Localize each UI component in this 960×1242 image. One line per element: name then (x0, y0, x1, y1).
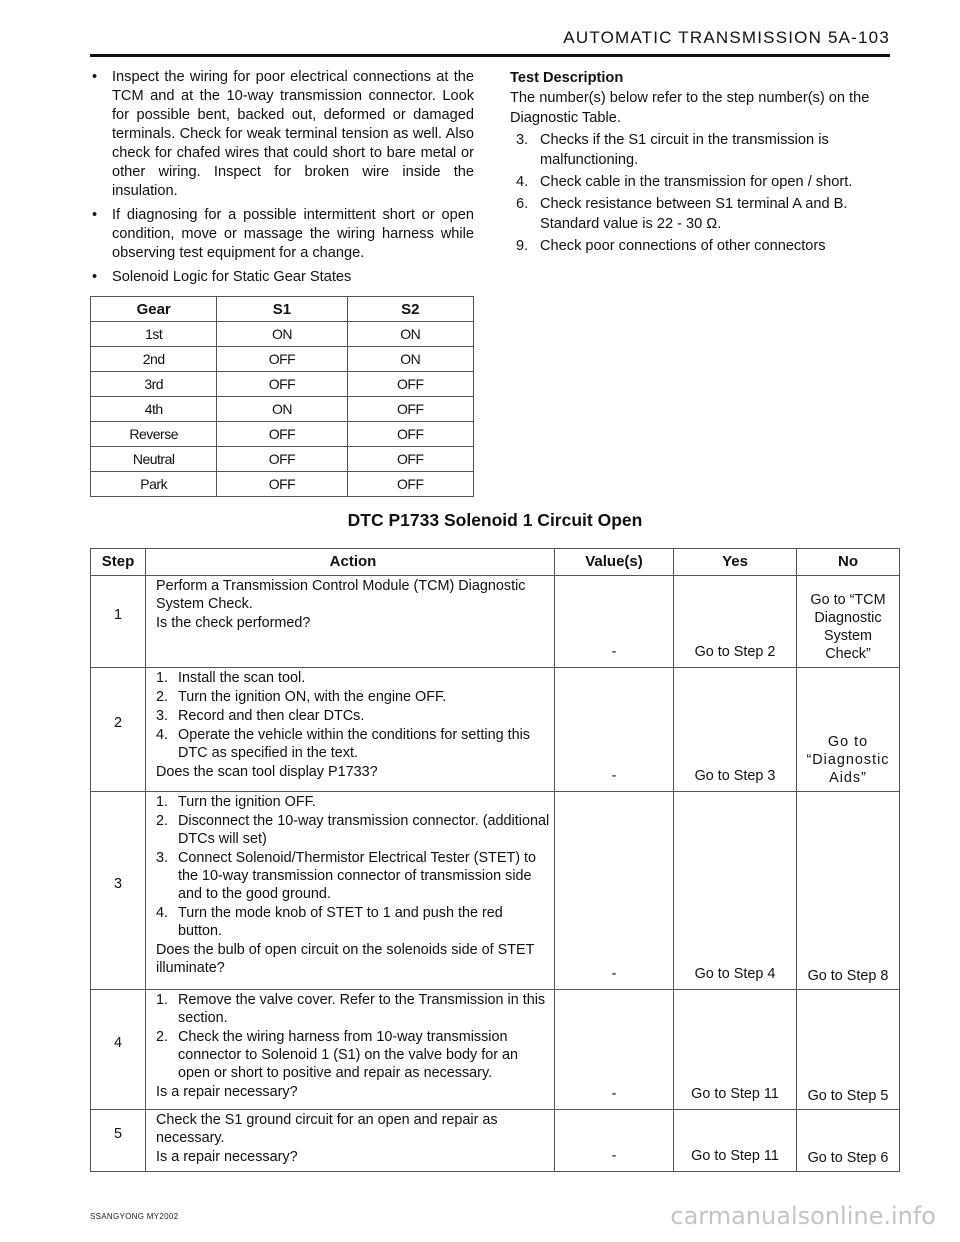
action-line (156, 763, 550, 781)
table-row (91, 397, 474, 422)
action-text: Connect Solenoid/Thermistor Electrical Tester (STET) to the 10-way transmission connector of transmission side and to the good ground. (178, 850, 537, 902)
test-step (510, 130, 892, 170)
action-text: Does the bulb of open circuit on the solenoids side of STET illuminate? (156, 942, 535, 976)
table-cell: 4th (91, 397, 217, 422)
value-cell: - (555, 990, 674, 1110)
yes-cell: Go to Step 4 (674, 792, 797, 990)
yes-cell: Go to Step 11 (674, 1110, 797, 1172)
column-header-no: No (797, 549, 900, 576)
action-number: 3. (156, 850, 169, 866)
table-cell: ON (347, 322, 473, 347)
test-step-number: 6. (516, 196, 529, 212)
action-text: Turn the ignition ON, with the engine OFF. (178, 689, 447, 705)
test-step (510, 194, 892, 234)
table-row (91, 1110, 900, 1172)
table-header-row (91, 549, 900, 576)
action-cell (146, 1110, 555, 1172)
action-line (156, 577, 550, 613)
action-number: 3. (156, 708, 169, 724)
action-line (156, 1083, 550, 1101)
action-text: Does the scan tool display P1733? (156, 764, 378, 780)
table-cell: Neutral (91, 447, 217, 472)
test-description-title: Test Description (510, 70, 624, 86)
watermark: carmanualsonline.info (670, 1202, 936, 1230)
action-line (156, 991, 550, 1027)
action-line (156, 941, 550, 977)
action-number: 4. (156, 727, 169, 743)
test-step (510, 236, 892, 256)
table-row (91, 990, 900, 1110)
table-cell: OFF (217, 347, 347, 372)
gear-table-body (91, 322, 474, 497)
action-number: 1. (156, 794, 169, 810)
action-text: Check the S1 ground circuit for an open and repair as necessary. (156, 1112, 498, 1146)
test-description-intro: The number(s) below refer to the step number(s) on the Diagnostic Table. (510, 90, 870, 126)
column-header: S1 (217, 297, 347, 322)
step-number: 4 (91, 990, 146, 1110)
page-header (90, 28, 890, 57)
action-number: 1. (156, 992, 169, 1008)
action-line (156, 812, 550, 848)
no-cell: Go to Step 5 (797, 990, 900, 1110)
action-line (156, 849, 550, 903)
action-text: Install the scan tool. (178, 670, 306, 686)
test-step-number: 3. (516, 132, 529, 148)
dtc-diagnostic-table (90, 548, 900, 1172)
table-row (91, 372, 474, 397)
table-row (91, 447, 474, 472)
table-cell: OFF (347, 397, 473, 422)
action-text: Check the wiring harness from 10-way transmission connector to Solenoid 1 (S1) on the valve body for an open or short to positive and repair as necessary. (178, 1029, 518, 1081)
column-header-step: Step (91, 549, 146, 576)
column-header-values: Value(s) (555, 549, 674, 576)
footer-text: SSANGYONG MY2002 (90, 1212, 179, 1221)
dtc-title: DTC P1733 Solenoid 1 Circuit Open (347, 510, 643, 530)
test-step-text: Checks if the S1 circuit in the transmission is malfunctioning. (540, 132, 829, 168)
table-cell: OFF (347, 447, 473, 472)
test-step-text: Check resistance between S1 terminal A and B. Standard value is 22 - 30 Ω. (540, 196, 848, 232)
action-text: Turn the mode knob of STET to 1 and push the red button. (178, 905, 503, 939)
table-cell: 2nd (91, 347, 217, 372)
action-cell (146, 668, 555, 792)
table-cell: ON (217, 397, 347, 422)
action-line (156, 669, 550, 687)
action-number: 1. (156, 670, 169, 686)
action-number: 2. (156, 689, 169, 705)
step-number: 2 (91, 668, 146, 792)
table-cell: OFF (217, 472, 347, 497)
bullet-item (90, 206, 474, 263)
step-number: 1 (91, 576, 146, 668)
test-step (510, 172, 892, 192)
table-cell: OFF (347, 372, 473, 397)
no-cell: Go to “Diagnostic Aids” (797, 668, 900, 792)
yes-cell: Go to Step 3 (674, 668, 797, 792)
action-cell (146, 990, 555, 1110)
solenoid-logic-table (90, 296, 474, 497)
column-header: Gear (91, 297, 217, 322)
test-step-number: 4. (516, 174, 529, 190)
action-text: Disconnect the 10-way transmission connector. (additional DTCs will set) (178, 813, 550, 847)
table-cell: OFF (347, 422, 473, 447)
table-header-row (91, 297, 474, 322)
action-line (156, 726, 550, 762)
table-cell: Park (91, 472, 217, 497)
table-cell: OFF (217, 447, 347, 472)
bullet-text: Solenoid Logic for Static Gear States (112, 269, 352, 285)
value-cell: - (555, 792, 674, 990)
step-number: 3 (91, 792, 146, 990)
action-number: 2. (156, 1029, 169, 1045)
action-text: Record and then clear DTCs. (178, 708, 365, 724)
table-row (91, 422, 474, 447)
table-cell: ON (347, 347, 473, 372)
action-text: Perform a Transmission Control Module (TCM) Diagnostic System Check. (156, 578, 526, 612)
table-cell: 1st (91, 322, 217, 347)
table-row (91, 576, 900, 668)
table-cell: 3rd (91, 372, 217, 397)
action-cell (146, 792, 555, 990)
action-number: 4. (156, 905, 169, 921)
table-cell: ON (217, 322, 347, 347)
action-number: 2. (156, 813, 169, 829)
action-line (156, 904, 550, 940)
bullet-item (90, 68, 474, 201)
value-cell: - (555, 1110, 674, 1172)
no-cell: Go to Step 8 (797, 792, 900, 990)
dtc-table-body (91, 576, 900, 1172)
left-column (90, 68, 474, 292)
column-header-yes: Yes (674, 549, 797, 576)
action-line (156, 1148, 550, 1166)
table-cell: OFF (217, 372, 347, 397)
yes-cell: Go to Step 11 (674, 990, 797, 1110)
column-header-action: Action (146, 549, 555, 576)
no-cell: Go to “TCM Diagnostic System Check” (797, 576, 900, 668)
bullet-icon: • (92, 69, 98, 85)
action-text: Is the check performed? (156, 615, 311, 631)
action-text: Is a repair necessary? (156, 1149, 298, 1165)
value-cell: - (555, 668, 674, 792)
page-title: AUTOMATIC TRANSMISSION 5A-103 (563, 28, 890, 47)
action-line (156, 688, 550, 706)
step-number: 5 (91, 1110, 146, 1172)
table-row (91, 322, 474, 347)
test-description (510, 68, 892, 256)
bullet-text: Inspect the wiring for poor electrical connections at the TCM and at the 10-way transmission connector. Look for possible bent, backed out, deformed or damaged terminals. Check for weak terminal tension as well. Also check for chafed wires that could short to bare metal or other wiring. Inspect for broken wire inside the insulation. (112, 69, 474, 199)
action-text: Operate the vehicle within the conditions for setting this DTC as specified in the text. (178, 727, 530, 761)
table-cell: OFF (217, 422, 347, 447)
test-description-steps (510, 130, 892, 256)
column-header: S2 (347, 297, 473, 322)
test-step-number: 9. (516, 238, 529, 254)
action-line (156, 707, 550, 725)
test-step-text: Check poor connections of other connectors (540, 238, 826, 254)
bullet-icon: • (92, 207, 98, 223)
bullet-text: If diagnosing for a possible intermittent short or open condition, move or massage the wiring harness while observing test equipment for a change. (112, 207, 474, 261)
table-cell: OFF (347, 472, 473, 497)
action-text: Is a repair necessary? (156, 1084, 298, 1100)
table-row (91, 792, 900, 990)
bullet-icon: • (92, 269, 98, 285)
value-cell: - (555, 576, 674, 668)
test-step-text: Check cable in the transmission for open / short. (540, 174, 853, 190)
action-text: Turn the ignition OFF. (178, 794, 316, 810)
yes-cell: Go to Step 2 (674, 576, 797, 668)
table-cell: Reverse (91, 422, 217, 447)
table-row (91, 472, 474, 497)
action-line (156, 793, 550, 811)
bullet-item (90, 268, 474, 287)
action-line (156, 1028, 550, 1082)
action-text: Remove the valve cover. Refer to the Transmission in this section. (178, 992, 546, 1026)
action-line (156, 1111, 550, 1147)
no-cell: Go to Step 6 (797, 1110, 900, 1172)
action-cell (146, 576, 555, 668)
action-line (156, 614, 550, 632)
table-row (91, 668, 900, 792)
table-row (91, 347, 474, 372)
